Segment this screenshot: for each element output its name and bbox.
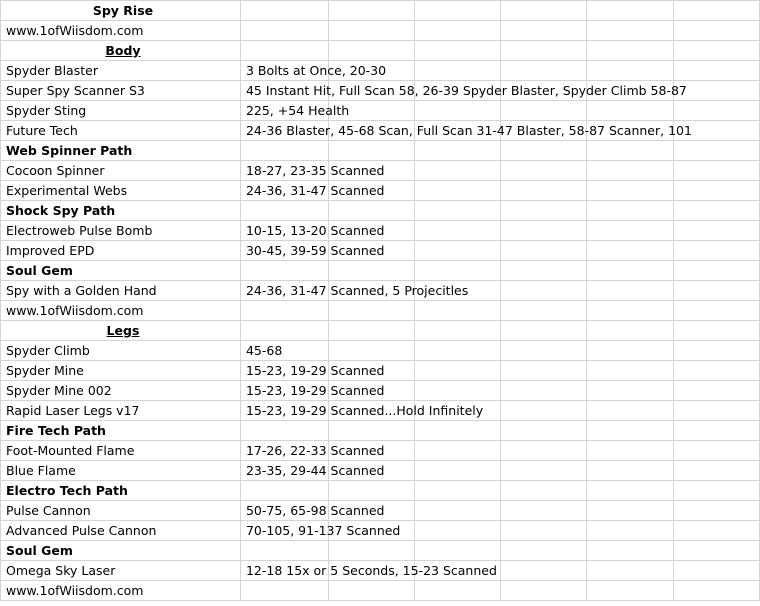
empty-cell[interactable] xyxy=(587,401,673,421)
empty-cell[interactable] xyxy=(328,421,414,441)
cell-item-name[interactable] xyxy=(1,61,241,81)
cell-item-stats[interactable] xyxy=(240,421,328,441)
empty-cell[interactable] xyxy=(328,261,414,281)
cell-item-stats[interactable] xyxy=(240,321,328,341)
cell-item-stats[interactable] xyxy=(240,201,328,221)
cell-text: Soul Gem xyxy=(6,263,73,278)
cell-item-name[interactable] xyxy=(1,481,241,501)
empty-cell[interactable] xyxy=(673,141,759,161)
empty-cell[interactable] xyxy=(501,41,587,61)
cell-item-stats[interactable] xyxy=(240,501,385,521)
empty-cell[interactable] xyxy=(587,41,673,61)
cell-item-stats[interactable] xyxy=(240,221,385,241)
cell-text: 225, +54 Health xyxy=(245,103,350,118)
empty-cell[interactable] xyxy=(501,541,587,561)
empty-cell[interactable] xyxy=(414,1,500,21)
cell-text: 17-26, 22-33 Scanned xyxy=(245,443,385,458)
cell-item-stats[interactable] xyxy=(240,301,328,321)
cell-item-name[interactable] xyxy=(1,41,241,61)
empty-cell[interactable] xyxy=(501,261,587,281)
cell-item-name[interactable] xyxy=(1,301,241,321)
sheet-row xyxy=(1,541,760,561)
empty-cell[interactable] xyxy=(587,261,673,281)
cell-text: 15-23, 19-29 Scanned xyxy=(245,363,385,378)
cell-text: 10-15, 13-20 Scanned xyxy=(245,223,385,238)
cell-item-name[interactable] xyxy=(1,201,241,221)
empty-cell[interactable] xyxy=(673,101,759,121)
empty-cell[interactable] xyxy=(414,461,500,481)
empty-cell[interactable] xyxy=(414,421,500,441)
cell-text: 23-35, 29-44 Scanned xyxy=(245,463,385,478)
cell-text: Soul Gem xyxy=(6,543,73,558)
cell-item-name[interactable] xyxy=(1,401,241,421)
empty-cell[interactable] xyxy=(587,241,673,261)
cell-item-stats[interactable] xyxy=(240,101,350,121)
cell-item-stats[interactable] xyxy=(240,121,692,141)
empty-cell[interactable] xyxy=(414,361,500,381)
cell-item-stats[interactable] xyxy=(240,41,328,61)
cell-text: Foot-Mounted Flame xyxy=(6,443,135,458)
empty-cell[interactable] xyxy=(587,1,673,21)
empty-cell[interactable] xyxy=(414,521,500,541)
cell-text: Experimental Webs xyxy=(6,183,128,198)
cell-text: Improved EPD xyxy=(6,243,95,258)
empty-cell[interactable] xyxy=(673,381,759,401)
cell-item-name[interactable] xyxy=(1,101,241,121)
empty-cell[interactable] xyxy=(587,581,673,601)
sheet-row xyxy=(1,141,760,161)
cell-item-stats[interactable] xyxy=(240,441,385,461)
cell-item-stats[interactable] xyxy=(240,481,328,501)
empty-cell[interactable] xyxy=(328,581,414,601)
cell-item-name[interactable] xyxy=(1,441,241,461)
empty-cell[interactable] xyxy=(414,21,500,41)
sheet-row xyxy=(1,421,760,441)
empty-cell[interactable] xyxy=(328,541,414,561)
empty-cell[interactable] xyxy=(587,481,673,501)
cell-text: Spyder Mine xyxy=(6,363,84,378)
cell-text: Shock Spy Path xyxy=(6,203,116,218)
cell-item-name[interactable] xyxy=(1,461,241,481)
empty-cell[interactable] xyxy=(501,341,587,361)
empty-cell[interactable] xyxy=(501,401,587,421)
cell-item-stats[interactable] xyxy=(240,361,385,381)
cell-item-name[interactable] xyxy=(1,141,241,161)
sheet-row xyxy=(1,441,760,461)
sheet-row xyxy=(1,341,760,361)
empty-cell[interactable] xyxy=(587,201,673,221)
empty-cell[interactable] xyxy=(673,21,759,41)
empty-cell[interactable] xyxy=(501,201,587,221)
cell-item-name[interactable] xyxy=(1,1,241,21)
empty-cell[interactable] xyxy=(501,241,587,261)
empty-cell[interactable] xyxy=(414,541,500,561)
empty-cell[interactable] xyxy=(501,561,587,581)
cell-text: Cocoon Spinner xyxy=(6,163,105,178)
cell-text: Fire Tech Path xyxy=(6,423,106,438)
cell-item-name[interactable] xyxy=(1,361,241,381)
empty-cell[interactable] xyxy=(501,321,587,341)
cell-item-name[interactable] xyxy=(1,181,241,201)
empty-cell[interactable] xyxy=(501,301,587,321)
empty-cell[interactable] xyxy=(673,341,759,361)
cell-item-name[interactable] xyxy=(1,521,241,541)
sheet-row xyxy=(1,1,760,21)
cell-item-stats[interactable] xyxy=(240,161,385,181)
empty-cell[interactable] xyxy=(501,281,587,301)
cell-text: www.1ofWiisdom.com xyxy=(6,303,144,318)
cell-item-stats[interactable] xyxy=(240,1,328,21)
empty-cell[interactable] xyxy=(587,361,673,381)
sheet-row xyxy=(1,301,760,321)
sheet-row xyxy=(1,521,760,541)
empty-cell[interactable] xyxy=(414,141,500,161)
empty-cell[interactable] xyxy=(673,301,759,321)
empty-cell[interactable] xyxy=(587,161,673,181)
empty-cell[interactable] xyxy=(673,161,759,181)
empty-cell[interactable] xyxy=(673,281,759,301)
cell-text: 45 Instant Hit, Full Scan 58, 26-39 Spyder Blaster, Spyder Climb 58-87 xyxy=(245,83,687,98)
empty-cell[interactable] xyxy=(587,101,673,121)
empty-cell[interactable] xyxy=(328,201,414,221)
empty-cell[interactable] xyxy=(501,181,587,201)
cell-text: 15-23, 19-29 Scanned...Hold Infinitely xyxy=(245,403,484,418)
empty-cell[interactable] xyxy=(414,161,500,181)
cell-item-stats[interactable] xyxy=(240,381,385,401)
cell-text: Spy with a Golden Hand xyxy=(6,283,157,298)
cell-text: Web Spinner Path xyxy=(6,143,133,158)
cell-text: Spyder Climb xyxy=(6,343,90,358)
sheet-row xyxy=(1,501,760,521)
cell-text: 50-75, 65-98 Scanned xyxy=(245,503,385,518)
cell-text: Electro Tech Path xyxy=(6,483,128,498)
empty-cell[interactable] xyxy=(501,361,587,381)
cell-item-stats[interactable] xyxy=(240,401,484,421)
sheet-row xyxy=(1,361,760,381)
sheet-row xyxy=(1,81,760,101)
empty-cell[interactable] xyxy=(501,161,587,181)
empty-cell[interactable] xyxy=(328,21,414,41)
empty-cell[interactable] xyxy=(414,241,500,261)
cell-text: Pulse Cannon xyxy=(6,503,91,518)
cell-item-name[interactable] xyxy=(1,281,241,301)
empty-cell[interactable] xyxy=(587,221,673,241)
empty-cell[interactable] xyxy=(587,461,673,481)
empty-cell[interactable] xyxy=(673,421,759,441)
empty-cell[interactable] xyxy=(673,361,759,381)
empty-cell[interactable] xyxy=(501,421,587,441)
cell-item-stats[interactable] xyxy=(240,281,469,301)
sheet-row xyxy=(1,461,760,481)
sheet-row xyxy=(1,201,760,221)
empty-cell[interactable] xyxy=(328,481,414,501)
empty-cell[interactable] xyxy=(673,41,759,61)
cell-item-name[interactable] xyxy=(1,261,241,281)
empty-cell[interactable] xyxy=(587,521,673,541)
cell-item-name[interactable] xyxy=(1,81,241,101)
cell-text: 30-45, 39-59 Scanned xyxy=(245,243,385,258)
cell-text: Legs xyxy=(106,323,140,338)
empty-cell[interactable] xyxy=(414,321,500,341)
empty-cell[interactable] xyxy=(501,501,587,521)
cell-text: 18-27, 23-35 Scanned xyxy=(245,163,385,178)
cell-item-stats[interactable] xyxy=(240,141,328,161)
empty-cell[interactable] xyxy=(414,381,500,401)
empty-cell[interactable] xyxy=(587,441,673,461)
sheet-row xyxy=(1,221,760,241)
empty-cell[interactable] xyxy=(673,241,759,261)
cell-text: 70-105, 91-137 Scanned xyxy=(245,523,401,538)
cell-item-name[interactable] xyxy=(1,241,241,261)
empty-cell[interactable] xyxy=(328,141,414,161)
empty-cell[interactable] xyxy=(328,41,414,61)
cell-item-stats[interactable] xyxy=(240,341,328,361)
empty-cell[interactable] xyxy=(414,441,500,461)
cell-text: 15-23, 19-29 Scanned xyxy=(245,383,385,398)
cell-text: Spyder Blaster xyxy=(6,63,98,78)
cell-item-name[interactable] xyxy=(1,501,241,521)
cell-item-name[interactable] xyxy=(1,381,241,401)
empty-cell[interactable] xyxy=(673,581,759,601)
empty-cell[interactable] xyxy=(673,321,759,341)
sheet-row xyxy=(1,321,760,341)
cell-item-name[interactable] xyxy=(1,341,241,361)
empty-cell[interactable] xyxy=(673,501,759,521)
empty-cell[interactable] xyxy=(414,301,500,321)
cell-text: 45-68 xyxy=(245,343,283,358)
empty-cell[interactable] xyxy=(673,401,759,421)
empty-cell[interactable] xyxy=(587,381,673,401)
sheet-row xyxy=(1,481,760,501)
cell-item-name[interactable] xyxy=(1,541,241,561)
empty-cell[interactable] xyxy=(673,441,759,461)
empty-cell[interactable] xyxy=(673,221,759,241)
cell-item-stats[interactable] xyxy=(240,241,385,261)
empty-cell[interactable] xyxy=(501,381,587,401)
sheet-row xyxy=(1,181,760,201)
cell-item-name[interactable] xyxy=(1,421,241,441)
empty-cell[interactable] xyxy=(414,101,500,121)
empty-cell[interactable] xyxy=(414,201,500,221)
empty-cell[interactable] xyxy=(673,181,759,201)
empty-cell[interactable] xyxy=(414,581,500,601)
sheet-row xyxy=(1,381,760,401)
cell-text: Blue Flame xyxy=(6,463,76,478)
empty-cell[interactable] xyxy=(587,341,673,361)
empty-cell[interactable] xyxy=(501,521,587,541)
empty-cell[interactable] xyxy=(414,181,500,201)
empty-cell[interactable] xyxy=(328,1,414,21)
cell-text: www.1ofWiisdom.com xyxy=(6,583,144,598)
cell-item-stats[interactable] xyxy=(240,81,687,101)
cell-text: 24-36, 31-47 Scanned, 5 Projecitles xyxy=(245,283,469,298)
empty-cell[interactable] xyxy=(587,561,673,581)
empty-cell[interactable] xyxy=(414,341,500,361)
empty-cell[interactable] xyxy=(414,61,500,81)
empty-cell[interactable] xyxy=(587,181,673,201)
empty-cell[interactable] xyxy=(414,221,500,241)
empty-cell[interactable] xyxy=(501,1,587,21)
cell-text: Omega Sky Laser xyxy=(6,563,116,578)
sheet-row xyxy=(1,401,760,421)
empty-cell[interactable] xyxy=(587,281,673,301)
sheet-row xyxy=(1,121,760,141)
cell-item-name[interactable] xyxy=(1,321,241,341)
sheet-row xyxy=(1,261,760,281)
cell-text: Spyder Mine 002 xyxy=(6,383,112,398)
cell-item-name[interactable] xyxy=(1,221,241,241)
empty-cell[interactable] xyxy=(673,481,759,501)
cell-item-stats[interactable] xyxy=(240,181,385,201)
empty-cell[interactable] xyxy=(501,461,587,481)
cell-item-stats[interactable] xyxy=(240,521,401,541)
empty-cell[interactable] xyxy=(673,201,759,221)
sheet-row xyxy=(1,61,760,81)
empty-cell[interactable] xyxy=(414,481,500,501)
cell-text: Electroweb Pulse Bomb xyxy=(6,223,153,238)
cell-item-name[interactable] xyxy=(1,121,241,141)
empty-cell[interactable] xyxy=(501,581,587,601)
cell-item-stats[interactable] xyxy=(240,21,328,41)
cell-item-name[interactable] xyxy=(1,581,241,601)
empty-cell[interactable] xyxy=(501,101,587,121)
cell-text: 24-36 Blaster, 45-68 Scan, Full Scan 31-47 Blaster, 58-87 Scanner, 101 xyxy=(245,123,692,138)
empty-cell[interactable] xyxy=(501,21,587,41)
empty-cell[interactable] xyxy=(673,541,759,561)
empty-cell[interactable] xyxy=(501,141,587,161)
empty-cell[interactable] xyxy=(587,421,673,441)
cell-text: Advanced Pulse Cannon xyxy=(6,523,157,538)
cell-text: 12-18 15x or 5 Seconds, 15-23 Scanned xyxy=(245,563,497,578)
cell-text: Super Spy Scanner S3 xyxy=(6,83,145,98)
empty-cell[interactable] xyxy=(328,301,414,321)
empty-cell[interactable] xyxy=(673,461,759,481)
cell-item-name[interactable] xyxy=(1,21,241,41)
sheet-row xyxy=(1,241,760,261)
empty-cell[interactable] xyxy=(414,41,500,61)
cell-item-stats[interactable] xyxy=(240,61,387,81)
sheet-row xyxy=(1,561,760,581)
empty-cell[interactable] xyxy=(501,481,587,501)
cell-item-name[interactable] xyxy=(1,561,241,581)
cell-text: Spy Rise xyxy=(92,3,154,18)
empty-cell[interactable] xyxy=(501,221,587,241)
empty-cell[interactable] xyxy=(587,501,673,521)
empty-cell[interactable] xyxy=(587,301,673,321)
cell-item-name[interactable] xyxy=(1,161,241,181)
cell-item-stats[interactable] xyxy=(240,461,385,481)
cell-item-stats[interactable] xyxy=(240,561,497,581)
sheet-row xyxy=(1,581,760,601)
sheet-row xyxy=(1,161,760,181)
cell-text: Future Tech xyxy=(6,123,78,138)
empty-cell[interactable] xyxy=(328,341,414,361)
sheet-row xyxy=(1,21,760,41)
empty-cell[interactable] xyxy=(673,61,759,81)
empty-cell[interactable] xyxy=(587,541,673,561)
cell-text: 3 Bolts at Once, 20-30 xyxy=(245,63,387,78)
empty-cell[interactable] xyxy=(673,261,759,281)
cell-text: Rapid Laser Legs v17 xyxy=(6,403,140,418)
cell-text: Spyder Sting xyxy=(6,103,87,118)
empty-cell[interactable] xyxy=(501,61,587,81)
sheet-row xyxy=(1,41,760,61)
cell-item-stats[interactable] xyxy=(240,581,328,601)
sheet-row xyxy=(1,281,760,301)
empty-cell[interactable] xyxy=(587,321,673,341)
empty-cell[interactable] xyxy=(587,21,673,41)
cell-text: Body xyxy=(105,43,141,58)
sheet-row xyxy=(1,101,760,121)
empty-cell[interactable] xyxy=(414,501,500,521)
empty-cell[interactable] xyxy=(587,141,673,161)
empty-cell[interactable] xyxy=(587,61,673,81)
cell-item-stats[interactable] xyxy=(240,261,328,281)
empty-cell[interactable] xyxy=(414,261,500,281)
empty-cell[interactable] xyxy=(673,521,759,541)
empty-cell[interactable] xyxy=(501,441,587,461)
empty-cell[interactable] xyxy=(673,561,759,581)
cell-item-stats[interactable] xyxy=(240,541,328,561)
empty-cell[interactable] xyxy=(673,1,759,21)
cell-text: www.1ofWiisdom.com xyxy=(6,23,144,38)
empty-cell[interactable] xyxy=(328,321,414,341)
cell-text: 24-36, 31-47 Scanned xyxy=(245,183,385,198)
